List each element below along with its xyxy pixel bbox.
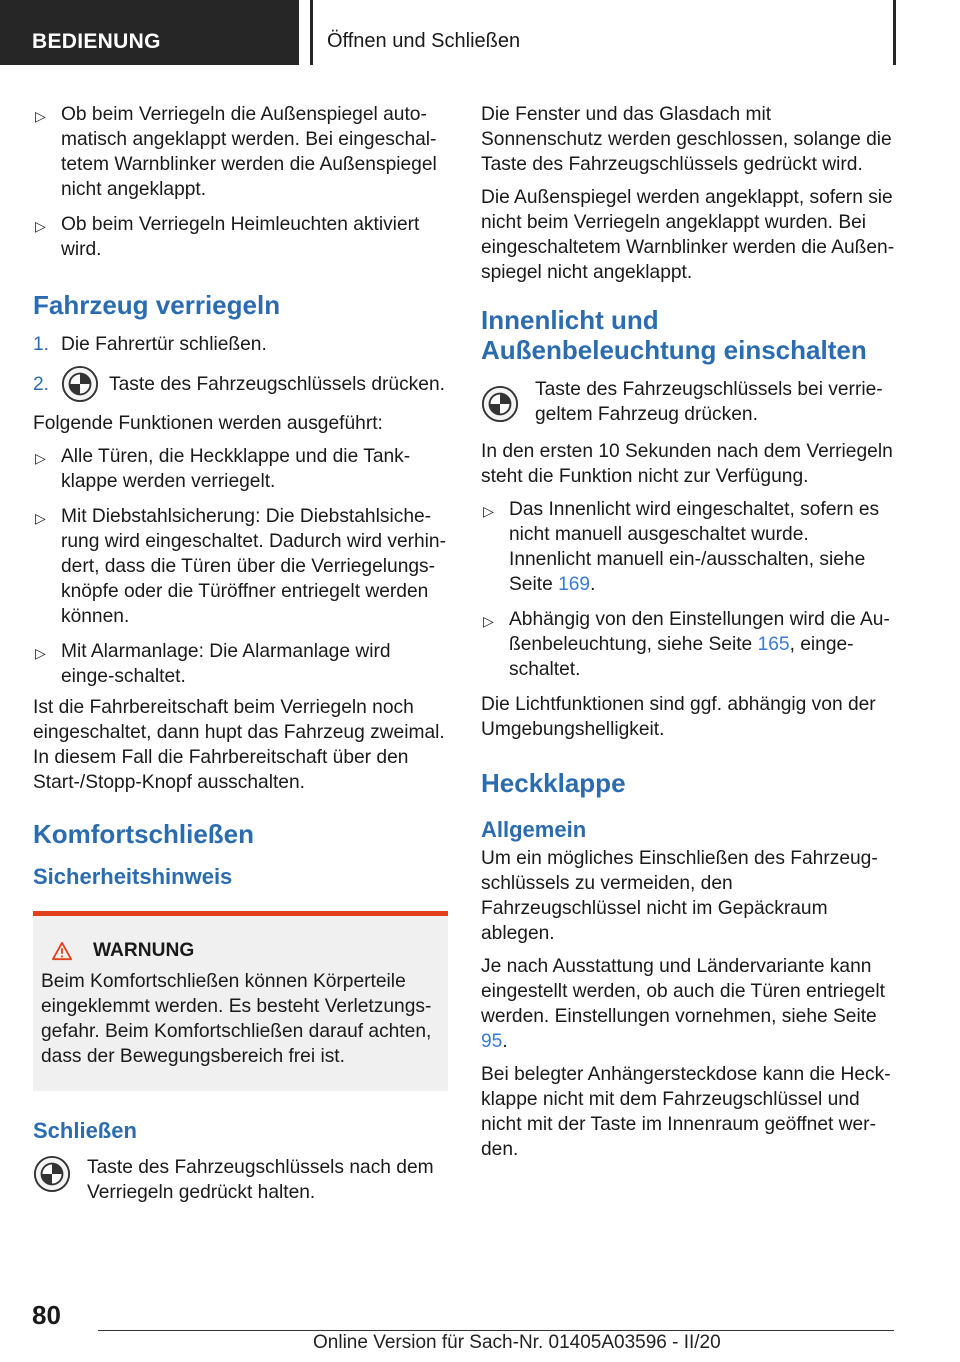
key-instruction-text: Taste des Fahrzeugschlüssels nach dem Verriegeln gedrückt halten. <box>87 1157 434 1203</box>
heading-safety-note: Sicherheitshinweis <box>33 864 233 889</box>
key-instruction <box>481 377 896 427</box>
page-link-169[interactable]: 169 <box>558 574 591 595</box>
list-item-text: Ob beim Verriegeln Heimleuchten aktiviert wird. <box>61 214 420 260</box>
paragraph <box>481 954 896 1054</box>
bmw-key-button-icon <box>481 385 519 423</box>
paragraph: Um ein mögliches Einschließen des Fahrzeug-schlüssels zu vermeiden, den Fahrzeugschlüssel nicht im Gepäckraum ablegen. <box>481 848 878 944</box>
warning-triangle-icon <box>51 941 73 961</box>
footer-divider <box>98 1330 894 1331</box>
functions-intro: Folgende Funktionen werden ausgeführt: <box>33 413 383 434</box>
list-item <box>33 212 448 262</box>
paragraph: Die Außenspiegel werden angeklappt, sofern sie nicht beim Verriegeln angeklappt wurden. Bei eingeschaltetem Warnblinker werden die Außen-spiegel nicht angeklappt. <box>481 187 895 283</box>
heading-comfort-closing: Komfortschließen <box>33 819 255 849</box>
triangle-right-icon: ▷ <box>483 503 494 519</box>
step-number: 1. <box>33 334 50 355</box>
header-chapter-label: Öffnen und Schließen <box>327 30 521 52</box>
key-instruction <box>33 1155 448 1205</box>
triangle-right-icon: ▷ <box>483 613 494 629</box>
step-text: Taste des Fahrzeugschlüssels drücken. <box>109 373 445 395</box>
footer-version: Online Version für Sach-Nr. 01405A03596 - II/20 <box>313 1332 721 1353</box>
left-column <box>33 102 448 1213</box>
triangle-right-icon: ▷ <box>35 510 46 526</box>
heading-tailgate: Heckklappe <box>481 768 626 798</box>
step-item <box>33 365 448 403</box>
page-link-165[interactable]: 165 <box>757 634 790 655</box>
step-item <box>33 332 448 357</box>
list-item-text <box>509 497 896 597</box>
list-item-text-part: Abhängig von den Einstellungen wird die Au-ßenbeleuchtung, siehe Seite <box>509 609 890 655</box>
step-number: 2. <box>33 373 50 395</box>
paragraph: Ist die Fahrbereitschaft beim Verriegeln noch eingeschaltet, dann hupt das Fahrzeug zweimal. In diesem Fall die Fahrbereitschaft über den Start-/Stopp-Knopf ausschalten. <box>33 697 445 793</box>
paragraph-end: . <box>502 1031 508 1052</box>
heading-lock-vehicle: Fahrzeug verriegeln <box>33 290 281 320</box>
triangle-right-icon: ▷ <box>35 218 46 234</box>
heading-lighting: Innenlicht und Außenbeleuchtung einschalten <box>481 305 867 365</box>
page-number: 80 <box>32 1300 61 1330</box>
paragraph: Bei belegter Anhängersteckdose kann die Heck-klappe nicht mit dem Fahrzeugschlüssel und nicht mit der Taste im Innenraum geöffnet wer-den. <box>481 1064 891 1160</box>
list-item <box>33 444 448 494</box>
list-item <box>33 504 448 629</box>
warning-title <box>51 938 440 963</box>
key-instruction-text: Taste des Fahrzeugschlüssels bei verrie-geltem Fahrzeug drücken. <box>535 379 883 425</box>
paragraph: Die Fenster und das Glasdach mit Sonnenschutz werden geschlossen, solange die Taste des Fahrzeugschlüssels gedrückt wird. <box>481 104 892 175</box>
list-item-text: Mit Alarmanlage: Die Alarmanlage wird einge-schaltet. <box>61 641 391 687</box>
paragraph: Die Lichtfunktionen sind ggf. abhängig von der Umgebungshelligkeit. <box>481 694 876 740</box>
bmw-key-button-icon <box>33 1155 71 1193</box>
list-item-text-end: , einge-schaltet. <box>509 634 854 680</box>
step-text: Die Fahrertür schließen. <box>61 334 267 355</box>
list-item-text: Mit Diebstahlsicherung: Die Diebstahlsiche-rung wird eingeschaltet. Dadurch wird verhin-dert, dass die Türen über die Verriegelungs-knöpfe oder die Türöffner entriegelt werden können. <box>61 506 446 627</box>
list-item-text-end: . <box>590 574 596 595</box>
list-item <box>33 639 448 689</box>
list-item-text: Ob beim Verriegeln die Außenspiegel auto-matisch angeklappt werden. Bei eingeschal-tetem Warnblinker werden die Außenspiegel nicht angeklappt. <box>61 104 437 200</box>
warning-box <box>33 911 448 1091</box>
warning-text: Beim Komfortschließen können Körperteile eingeklemmt werden. Es besteht Verletzungs-gefahr. Beim Komfortschließen darauf achten, dass der Bewegungsbereich frei ist. <box>41 971 432 1067</box>
paragraph: In den ersten 10 Sekunden nach dem Verriegeln steht die Funktion nicht zur Verfügung. <box>481 441 893 487</box>
bmw-key-button-icon <box>61 365 99 403</box>
list-item <box>481 607 896 682</box>
paragraph-part: Je nach Ausstattung und Ländervariante kann eingestellt werden, ob auch die Türen entriegelt werden. Einstellungen vornehmen, siehe Seite <box>481 956 885 1027</box>
list-item-text: Alle Türen, die Heckklappe und die Tank-klappe werden verriegelt. <box>61 446 411 492</box>
triangle-right-icon: ▷ <box>35 645 46 661</box>
list-item <box>481 497 896 597</box>
warning-title-text: WARNUNG <box>93 940 195 961</box>
list-item-text <box>509 607 896 682</box>
header-section-label: BEDIENUNG <box>32 30 161 53</box>
list-item <box>33 102 448 202</box>
page-link-95[interactable]: 95 <box>481 1031 503 1052</box>
list-item-text-part: Das Innenlicht wird eingeschaltet, sofern es nicht manuell ausgeschaltet wurde. Innenlicht manuell ein-/ausschalten, siehe Seite <box>509 499 880 595</box>
triangle-right-icon: ▷ <box>35 450 46 466</box>
heading-close: Schließen <box>33 1118 137 1143</box>
header-chapter-tab <box>313 0 896 65</box>
triangle-right-icon: ▷ <box>35 108 46 124</box>
header-section-tab <box>0 0 299 65</box>
right-column <box>481 102 896 1170</box>
heading-general: Allgemein <box>481 817 587 842</box>
